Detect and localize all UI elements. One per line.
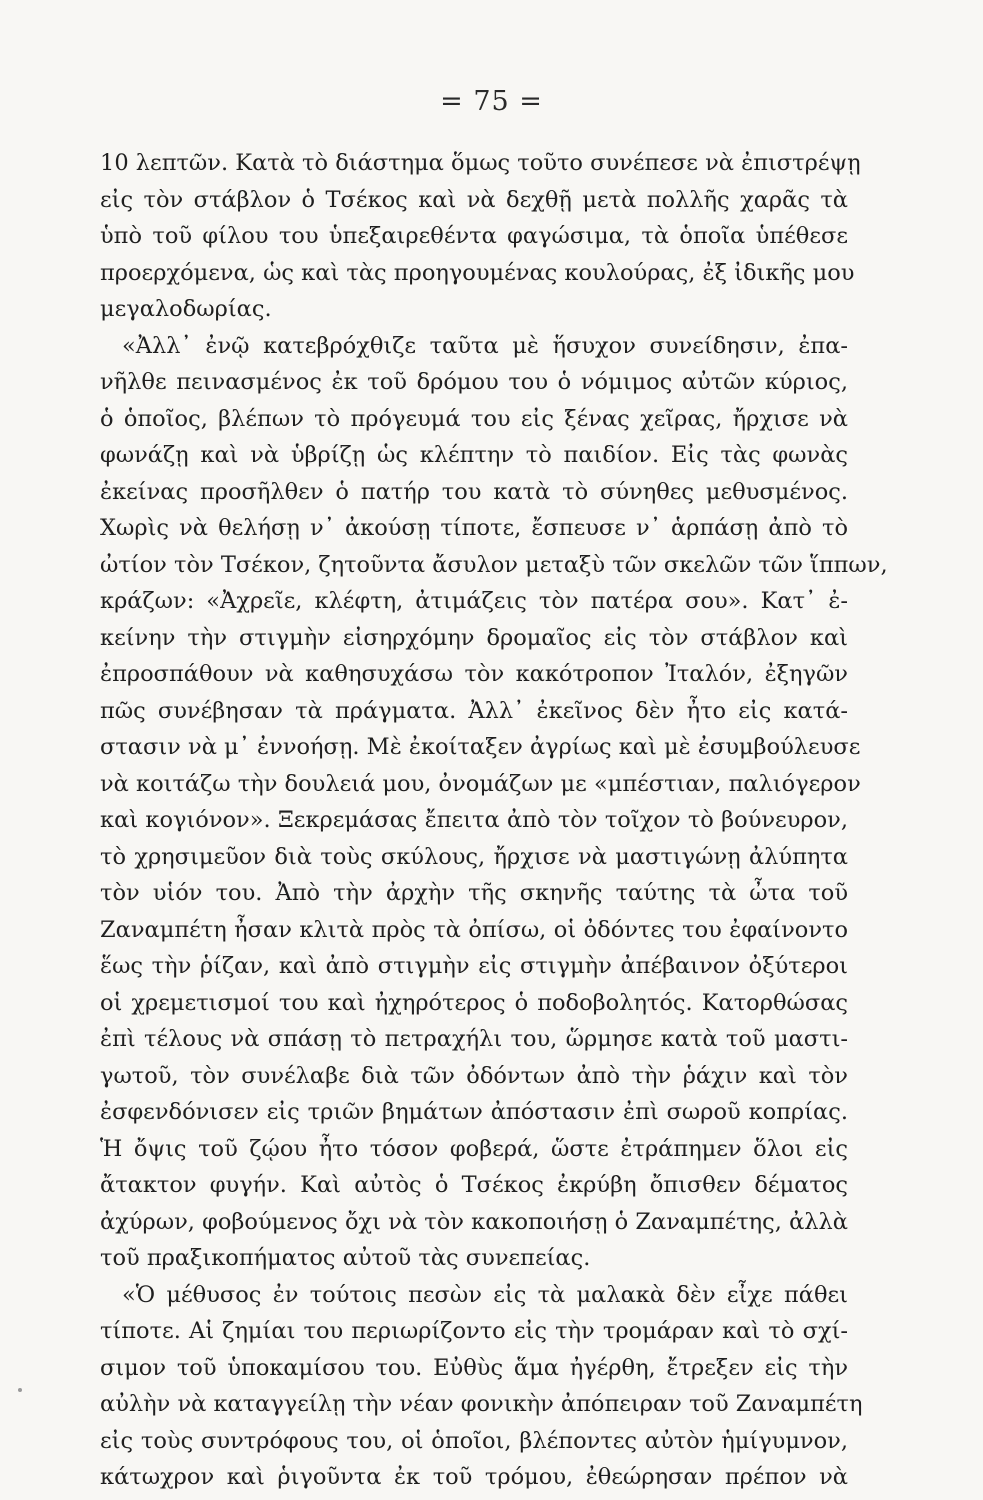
text-line: ἀχύρων, φοβούμενος ὄχι νὰ τὸν κακοποιήσῃ ὁ Ζαναμπέτης, ἀλλὰ xyxy=(100,1208,848,1235)
text-line: ὑπὸ τοῦ φίλου του ὑπεξαιρεθέντα φαγώσιμα, τὰ ὁποῖα ὑπέθεσε xyxy=(100,223,848,249)
text-line: σιμον τοῦ ὑποκαμίσου του. Εὐθὺς ἅμα ἠγέρθη, ἔτρεξεν εἰς τὴν xyxy=(100,1354,848,1381)
text-line: γωτοῦ, τὸν συνέλαβε διὰ τῶν ὀδόντων ἀπὸ τὴν ῥάχιν καὶ τὸν xyxy=(100,1062,848,1089)
text-line: ὁ ὁποῖος, βλέπων τὸ πρόγευμά του εἰς ξένας χεῖρας, ἤρχισε νὰ xyxy=(100,405,848,432)
text-line: Ζαναμπέτη ἦσαν κλιτὰ πρὸς τὰ ὀπίσω, οἱ ὀδόντες του ἐφαίνοντο xyxy=(100,916,848,943)
text-line: ἐπὶ τέλους νὰ σπάσῃ τὸ πετραχήλι του, ὥρμησε κατὰ τοῦ μαστι- xyxy=(100,1026,848,1052)
text-line: τοῦ πραξικοπήματος αὐτοῦ τὰς συνεπείας. xyxy=(100,1245,591,1271)
text-line: ὠτίον τὸν Τσέκον, ζητοῦντα ἄσυλον μεταξὺ τῶν σκελῶν τῶν ἵππων, xyxy=(100,551,888,578)
text-line: κάτωχρον καὶ ῥιγοῦντα ἐκ τοῦ τρόμου, ἐθεώρησαν πρέπον νὰ xyxy=(100,1464,848,1490)
text-line: νῆλθε πεινασμένος ἐκ τοῦ δρόμου του ὁ νόμιμος αὐτῶν κύριος, xyxy=(100,369,848,395)
text-line: καὶ κογιόνον». Ξεκρεμάσας ἔπειτα ἀπὸ τὸν τοῖχον τὸ βούνευρον, xyxy=(100,807,848,833)
text-line: τίποτε. Αἱ ζημίαι του περιωρίζοντο εἰς τὴν τρομάραν καὶ τὸ σχί- xyxy=(100,1318,848,1344)
text-line: εἰς τὸν στάβλον ὁ Τσέκος καὶ νὰ δεχθῇ μετὰ πολλῆς χαρᾶς τὰ xyxy=(100,186,848,213)
text-line: ἄτακτον φυγήν. Καὶ αὐτὸς ὁ Τσέκος ἐκρύβη ὄπισθεν δέματος xyxy=(100,1172,848,1198)
text-line: μεγαλοδωρίας. xyxy=(100,296,272,322)
text-line: αὐλὴν νὰ καταγγείλῃ τὴν νέαν φονικὴν ἀπόπειραν τοῦ Ζαναμπέτη xyxy=(100,1391,863,1417)
text-line: νὰ κοιτάζω τὴν δουλειά μου, ὀνομάζων με «μπέστιαν, παλιόγερον xyxy=(100,770,861,797)
text-line: φωνάζῃ καὶ νὰ ὑβρίζῃ ὡς κλέπτην τὸ παιδίον. Εἰς τὰς φωνὰς xyxy=(100,442,848,468)
text-line: πῶς συνέβησαν τὰ πράγματα. Ἀλλ᾿ ἐκεῖνος δὲν ἦτο εἰς κατά- xyxy=(100,697,848,724)
paper-speck xyxy=(18,1388,22,1392)
text-line: στασιν νὰ μ᾿ ἐννοήσῃ. Μὲ ἐκοίταξεν ἀγρίως καὶ μὲ ἐσυμβούλευσε xyxy=(100,734,861,760)
text-line: ἐκείνας προσῆλθεν ὁ πατήρ του κατὰ τὸ σύνηθες μεθυσμένος. xyxy=(100,478,848,505)
text-line: Χωρὶς νὰ θελήσῃ ν᾿ ἀκούσῃ τίποτε, ἔσπευσε ν᾿ ἁρπάσῃ ἀπὸ τὸ xyxy=(100,515,848,541)
text-line: εἰς τοὺς συντρόφους του, οἱ ὁποῖοι, βλέποντες αὐτὸν ἡμίγυμνον, xyxy=(100,1427,848,1454)
text-line: ἐσφενδόνισεν εἰς τριῶν βημάτων ἀπόστασιν ἐπὶ σωροῦ κοπρίας. xyxy=(100,1099,848,1125)
text-line: τὸν υἱόν του. Ἀπὸ τὴν ἀρχὴν τῆς σκηνῆς ταύτης τὰ ὦτα τοῦ xyxy=(100,880,848,906)
text-line: κράζων: «Ἀχρεῖε, κλέφτη, ἀτιμάζεις τὸν πατέρα σου». Κατ᾿ ἐ- xyxy=(100,588,848,614)
text-line: «Ἀλλ᾿ ἐνῷ κατεβρόχθιζε ταῦτα μὲ ἥσυχον συνείδησιν, ἐπα- xyxy=(122,332,848,359)
text-line: οἱ χρεμετισμοί του καὶ ἠχηρότερος ὁ ποδοβολητός. Κατορθώσας xyxy=(100,989,848,1016)
text-line: τὸ χρησιμεῦον διὰ τοὺς σκύλους, ἤρχισε νὰ μαστιγώνῃ ἀλύπητα xyxy=(100,843,848,870)
text-line: κείνην τὴν στιγμὴν εἰσηρχόμην δρομαῖος εἰς τὸν στάβλον καὶ xyxy=(100,624,848,651)
text-line: ἐπροσπάθουν νὰ καθησυχάσω τὸν κακότροπον Ἰταλόν, ἐξηγῶν xyxy=(100,661,848,687)
text-line: ἕως τὴν ῥίζαν, καὶ ἀπὸ στιγμὴν εἰς στιγμὴν ἀπέβαινον ὀξύτεροι xyxy=(100,953,848,979)
text-line: Ἡ ὄψις τοῦ ζῴου ἦτο τόσον φοβερά, ὥστε ἐτράπημεν ὅλοι εἰς xyxy=(100,1135,848,1162)
text-line: «Ὁ μέθυσος ἐν τούτοις πεσὼν εἰς τὰ μαλακὰ δὲν εἶχε πάθει xyxy=(122,1281,848,1308)
text-line: 10 λεπτῶν. Κατὰ τὸ διάστημα ὅμως τοῦτο συνέπεσε νὰ ἐπιστρέψῃ xyxy=(100,150,861,176)
text-line: προερχόμενα, ὡς καὶ τὰς προηγουμένας κουλούρας, ἐξ ἰδικῆς μου xyxy=(100,259,855,286)
page-number: = 75 = xyxy=(440,86,543,117)
